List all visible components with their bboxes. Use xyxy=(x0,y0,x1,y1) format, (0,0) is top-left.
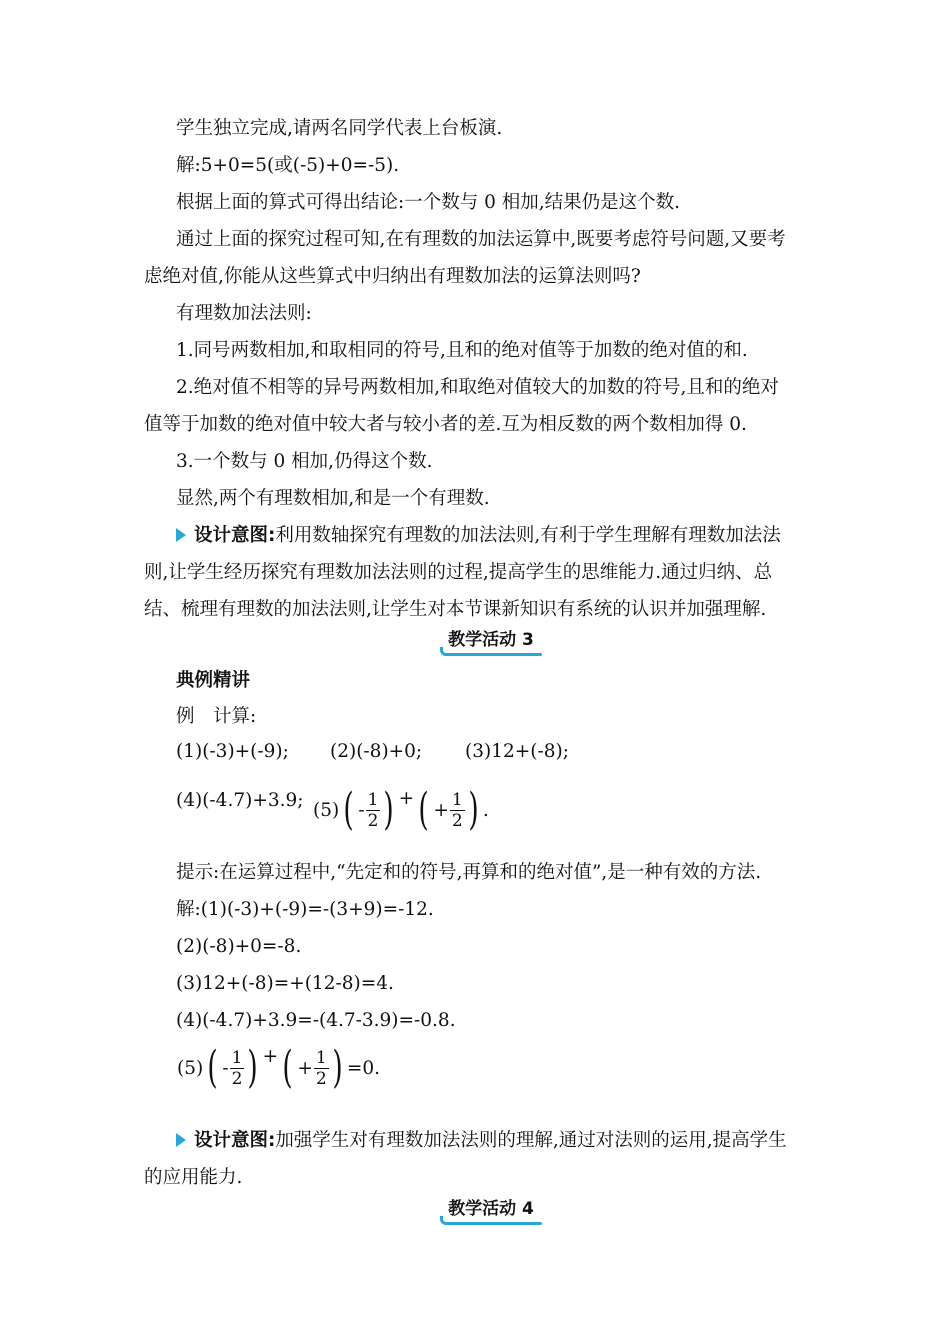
right-paren: ) xyxy=(247,1042,259,1093)
triangle-bullet-icon xyxy=(176,528,186,542)
rule-3: 3.一个数与 0 相加,仍得这个数. xyxy=(176,451,433,472)
plus-sign: + xyxy=(433,799,449,821)
design-intent-1-line2: 则,让学生经历探究有理数加法法则的过程,提高学生的思维能力.通过归纳、总 xyxy=(144,562,773,583)
solution-5 xyxy=(176,1040,381,1096)
example-item-5 xyxy=(312,782,490,838)
paragraph-student-practice: 学生独立完成,请两名同学代表上台板演. xyxy=(176,118,503,139)
example-item-2: (2)(-8)+0; xyxy=(330,741,423,762)
design-intent-text: 加强学生对有理数加法法则的理解,通过对法则的运用,提高学生 xyxy=(275,1130,787,1151)
left-paren: ( xyxy=(207,1042,218,1093)
header-underline xyxy=(444,653,542,656)
right-paren: ) xyxy=(332,1042,343,1093)
solution-1: 解:(1)(-3)+(-9)=-(3+9)=-12. xyxy=(176,899,434,920)
section-header-title: 教学活动 4 xyxy=(448,1199,534,1219)
header-underline xyxy=(444,1222,542,1225)
solution-4: (4)(-4.7)+3.9=-(4.7-3.9)=-0.8. xyxy=(176,1010,456,1031)
rule-2-line2: 值等于加数的绝对值中较大者与较小者的差.互为相反数的两个数相加得 0. xyxy=(144,414,747,435)
fraction-half: $\frac{1}{2}$ xyxy=(231,1047,243,1089)
minus-sign: - xyxy=(222,1057,229,1079)
design-intent-2-line1 xyxy=(176,1122,844,1159)
plus-operator: + xyxy=(262,1046,279,1067)
fraction-half: $\frac{1}{2}$ xyxy=(367,789,379,831)
rule-title: 有理数加法法则: xyxy=(176,303,312,324)
fraction-half: $\frac{1}{2}$ xyxy=(451,789,463,831)
design-intent-text: 利用数轴探究有理数的加法法则,有利于学生理解有理数加法法 xyxy=(275,525,781,546)
plus-operator: + xyxy=(398,788,415,809)
minus-sign: - xyxy=(358,799,365,821)
solution-2: (2)(-8)+0=-8. xyxy=(176,936,302,957)
triangle-bullet-icon xyxy=(176,1133,186,1147)
right-paren: ) xyxy=(468,784,479,835)
paragraph-exploration-line2: 虑绝对值,你能从这些算式中归纳出有理数加法的运算法则吗? xyxy=(144,266,641,287)
plus-sign: + xyxy=(297,1057,313,1079)
example-heading: 典例精讲 xyxy=(176,670,251,691)
fraction-half: $\frac{1}{2}$ xyxy=(315,1047,327,1089)
section-header-activity-4 xyxy=(438,1196,544,1228)
left-paren: ( xyxy=(343,784,354,835)
rule-1: 1.同号两数相加,和取相同的符号,且和的绝对值等于加数的绝对值的和. xyxy=(176,340,748,361)
left-paren: ( xyxy=(282,1042,293,1093)
rule-2-line1: 2.绝对值不相等的异号两数相加,和取绝对值较大的加数的符号,且和的绝对 xyxy=(176,377,779,398)
paragraph-solution-zero: 解:5+0=5(或(-5)+0=-5). xyxy=(176,155,400,176)
section-header-activity-3 xyxy=(438,627,544,659)
solution-5-prefix: (5) xyxy=(177,1057,204,1079)
design-intent-1-line3: 结、梳理有理数的加法法则,让学生对本节课新知识有系统的认识并加强理解. xyxy=(144,599,767,620)
example-intro: 例 计算: xyxy=(176,706,257,727)
design-intent-2-line2: 的应用能力. xyxy=(144,1167,243,1188)
item-5-suffix: . xyxy=(482,799,489,821)
design-intent-label: 设计意图: xyxy=(194,1130,276,1151)
paragraph-conclusion: 根据上面的算式可得出结论:一个数与 0 相加,结果仍是这个数. xyxy=(176,192,681,213)
solution-3: (3)12+(-8)=+(12-8)=4. xyxy=(176,973,394,994)
item-5-prefix: (5) xyxy=(313,799,340,821)
example-item-4: (4)(-4.7)+3.9; xyxy=(176,790,304,811)
section-header-title: 教学活动 3 xyxy=(448,630,534,650)
paragraph-exploration-line1: 通过上面的探究过程可知,在有理数的加法运算中,既要考虑符号问题,又要考 xyxy=(176,229,786,250)
left-paren: ( xyxy=(418,784,429,835)
example-item-1: (1)(-3)+(-9); xyxy=(176,741,289,762)
paragraph-closure: 显然,两个有理数相加,和是一个有理数. xyxy=(176,488,490,509)
hint-text: 提示:在运算过程中,“先定和的符号,再算和的绝对值”,是一种有效的方法. xyxy=(176,862,762,883)
design-intent-label: 设计意图: xyxy=(194,525,276,546)
design-intent-1-line1 xyxy=(176,517,844,554)
right-paren: ) xyxy=(383,784,395,835)
example-item-3: (3)12+(-8); xyxy=(465,741,569,762)
solution-5-suffix: =0. xyxy=(346,1057,381,1079)
